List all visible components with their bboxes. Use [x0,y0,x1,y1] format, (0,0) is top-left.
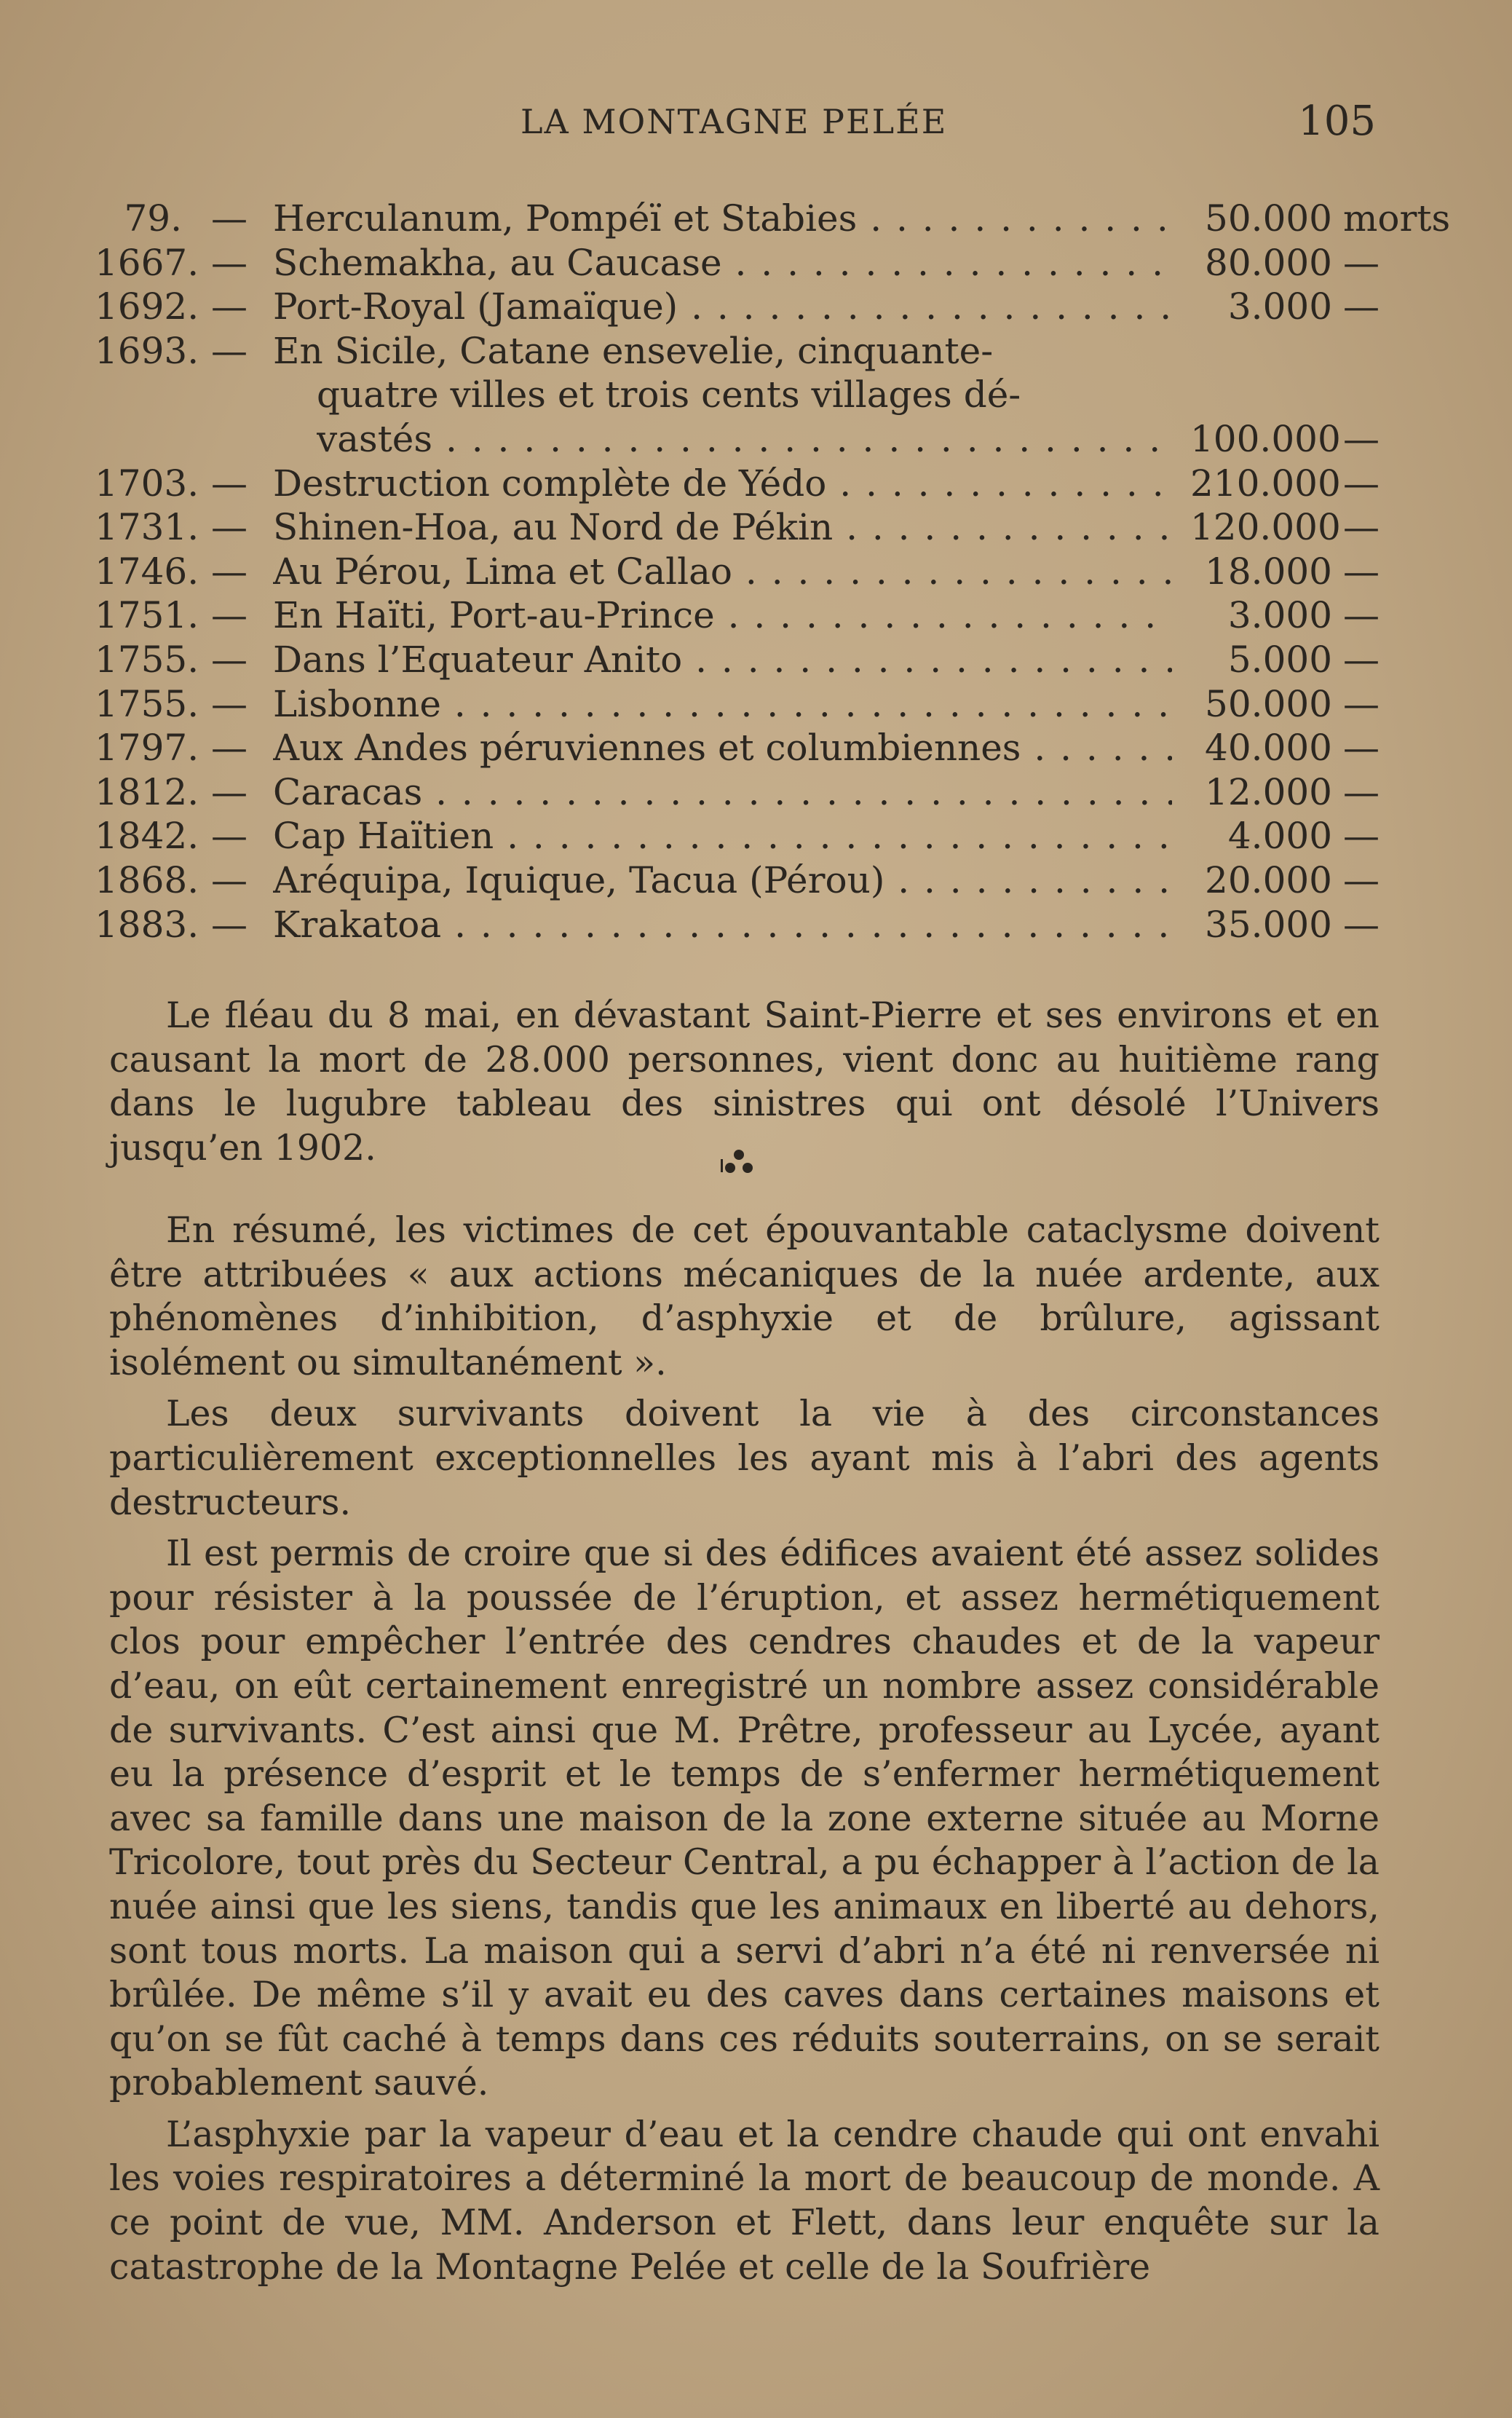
row-place: Shinen-Hoa, au Nord de Pékin . . . [273,505,1172,550]
row-place: vastés . . . [317,417,1172,462]
row-dash: — [211,285,248,328]
row-year: 1692. [95,285,199,328]
row-unit: — [1343,770,1380,813]
row-count: 12.000 [1205,770,1332,813]
row-place: En Haïti, Port-au-Prince . . . [273,593,1172,638]
table-row [95,285,1380,329]
row-place: Lisbonne . . . [273,682,1172,727]
row-count: 50.000 [1205,197,1332,240]
paragraph: Le fléau du 8 mai, en dévastant Saint-Pierre et ses environs et en causant la mort de 28.000 personnes, vient donc au huitième rang dans le lugubre tableau des sinistres qui ont désolé l’Univers jusqu’en 1902. [109,995,1380,1169]
row-year: 1883. [95,903,199,946]
row-year: 1693. [95,329,199,372]
row-year: 1667. [95,241,199,284]
row-dash: — [211,241,248,284]
row-dash: — [211,638,248,681]
row-count: 20.000 [1205,858,1332,901]
row-count: 5.000 [1227,638,1332,681]
row-dash: — [211,329,248,372]
row-unit: morts [1343,197,1451,240]
table-row-continuation [95,417,1380,462]
running-title: LA MONTAGNE PELÉE [521,102,948,141]
row-place: Schemakha, au Caucase . . . [273,241,1172,285]
row-count: 210.000 [1190,462,1341,505]
row-dash: — [211,727,248,770]
row-year: 79. [124,197,182,240]
row-count: 4.000 [1227,815,1332,858]
disaster-table [95,197,1451,947]
paragraph: En résumé, les victimes de cet épouvantable cataclysme doivent être attribuées « aux actions mécaniques de la nuée ardente, aux phénomènes d’inhibition, d’asphyxie et de brûlure, agissant isolément ou simultanément ». [109,1209,1380,1383]
row-count: 120.000 [1190,506,1341,549]
row-unit: — [1343,903,1380,946]
row-place: Destruction complète de Yédo . . . [273,462,1172,506]
row-place: Cap Haïtien . . . [273,814,1172,858]
row-place: Port-Royal (Jamaïque) . . . [273,285,1172,329]
row-place: Au Pérou, Lima et Callao . . . [273,550,1172,594]
row-unit: — [1343,858,1380,901]
row-count: 50.000 [1205,682,1332,725]
table-row [95,505,1380,550]
row-unit: — [1343,462,1380,505]
paragraph: L’asphyxie par la vapeur d’eau et la cendre chaude qui ont envahi les voies respiratoires a déterminé la mort de beaucoup de monde. A ce point de vue, MM. Anderson et Flett, dans leur enquête sur la catastrophe de la Montagne Pelée et celle de la Soufrière [109,2113,1380,2288]
row-unit: — [1343,241,1380,284]
row-unit: — [1343,682,1380,725]
table-row [95,197,1451,241]
page-number: 105 [1298,98,1376,145]
row-dash: — [211,770,248,813]
paragraph: Les deux survivants doivent la vie à des circonstances particulièrement exceptionnelles les ayant mis à l’abri des agents destructeurs. [109,1393,1380,1523]
table-row [95,593,1380,638]
body-section [109,1209,1380,2296]
row-dash: — [211,903,248,946]
page-header [109,98,1376,146]
row-unit: — [1343,727,1380,770]
table-row-continuation [95,373,1376,417]
row-unit: — [1343,550,1380,593]
row-place: En Sicile, Catane ensevelie, cinquante- [273,329,994,372]
row-dash: — [211,462,248,505]
row-count: 100.000 [1190,417,1341,460]
row-place: Caracas . . . [273,770,1172,815]
paragraph: Il est permis de croire que si des édifices avaient été assez solides pour résister à la poussée de l’éruption, et assez hermétiquement clos pour empêcher l’entrée des cendres chaudes et de la vapeur d’eau, on eût certainement enregistré un nombre assez considérable de survivants. C’est ainsi que M. Prêtre, professeur au Lycée, ayant eu la présence d’esprit et le temps de s’enfermer hermétiquement avec sa famille dans une maison de la zone externe située au Morne Tricolore, tout près du Secteur Central, a pu échapper à l’action de la nuée ainsi que les siens, tandis que les animaux en liberté au dehors, sont tous morts. La maison qui a servi d’abri n’a été ni renversée ni brûlée. De même s’il y avait eu des caves dans certaines maisons et qu’on se fût caché à temps dans ces réduits souterrains, on se serait probablement sauvé. [109,1533,1380,2104]
table-row [95,770,1380,815]
table-row [95,726,1380,770]
section-ornament-icon [713,1145,764,1188]
row-place: Krakatoa . . . [273,903,1172,947]
row-dash: — [211,815,248,858]
table-row [95,682,1380,727]
row-count: 3.000 [1227,285,1332,328]
row-count: 35.000 [1205,903,1332,946]
row-dash: — [211,550,248,593]
row-year: 1751. [95,594,199,637]
row-count: 18.000 [1205,550,1332,593]
row-year: 1746. [95,550,199,593]
row-dash: — [211,682,248,725]
row-year: 1755. [95,638,199,681]
row-dash: — [211,858,248,901]
row-place: Aréquipa, Iquique, Tacua (Pérou) . . . [273,858,1172,903]
row-unit: — [1343,594,1380,637]
row-year: 1842. [95,815,199,858]
row-year: 1868. [95,858,199,901]
row-unit: — [1343,285,1380,328]
row-dash: — [211,197,248,240]
row-dash: — [211,506,248,549]
row-unit: — [1343,417,1380,460]
row-place: Aux Andes péruviennes et columbiennes . . . [273,726,1172,770]
row-place: Herculanum, Pompéï et Stabies . . . [273,197,1172,241]
table-row [95,550,1380,594]
row-place: quatre villes et trois cents villages dé- [317,374,1021,416]
table-row [95,462,1380,506]
table-row [95,858,1380,903]
row-unit: — [1343,815,1380,858]
table-row [95,903,1380,947]
row-count: 80.000 [1205,241,1332,284]
row-year: 1755. [95,682,199,725]
table-row [95,329,1376,374]
table-row [95,814,1380,858]
row-unit: — [1343,506,1380,549]
row-year: 1797. [95,727,199,770]
row-count: 40.000 [1205,727,1332,770]
table-row [95,638,1380,682]
row-place: Dans l’Equateur Anito . . . [273,638,1172,682]
row-year: 1703. [95,462,199,505]
row-dash: — [211,594,248,637]
row-year: 1812. [95,770,199,813]
row-unit: — [1343,638,1380,681]
row-year: 1731. [95,506,199,549]
table-row [95,241,1380,285]
row-count: 3.000 [1227,594,1332,637]
